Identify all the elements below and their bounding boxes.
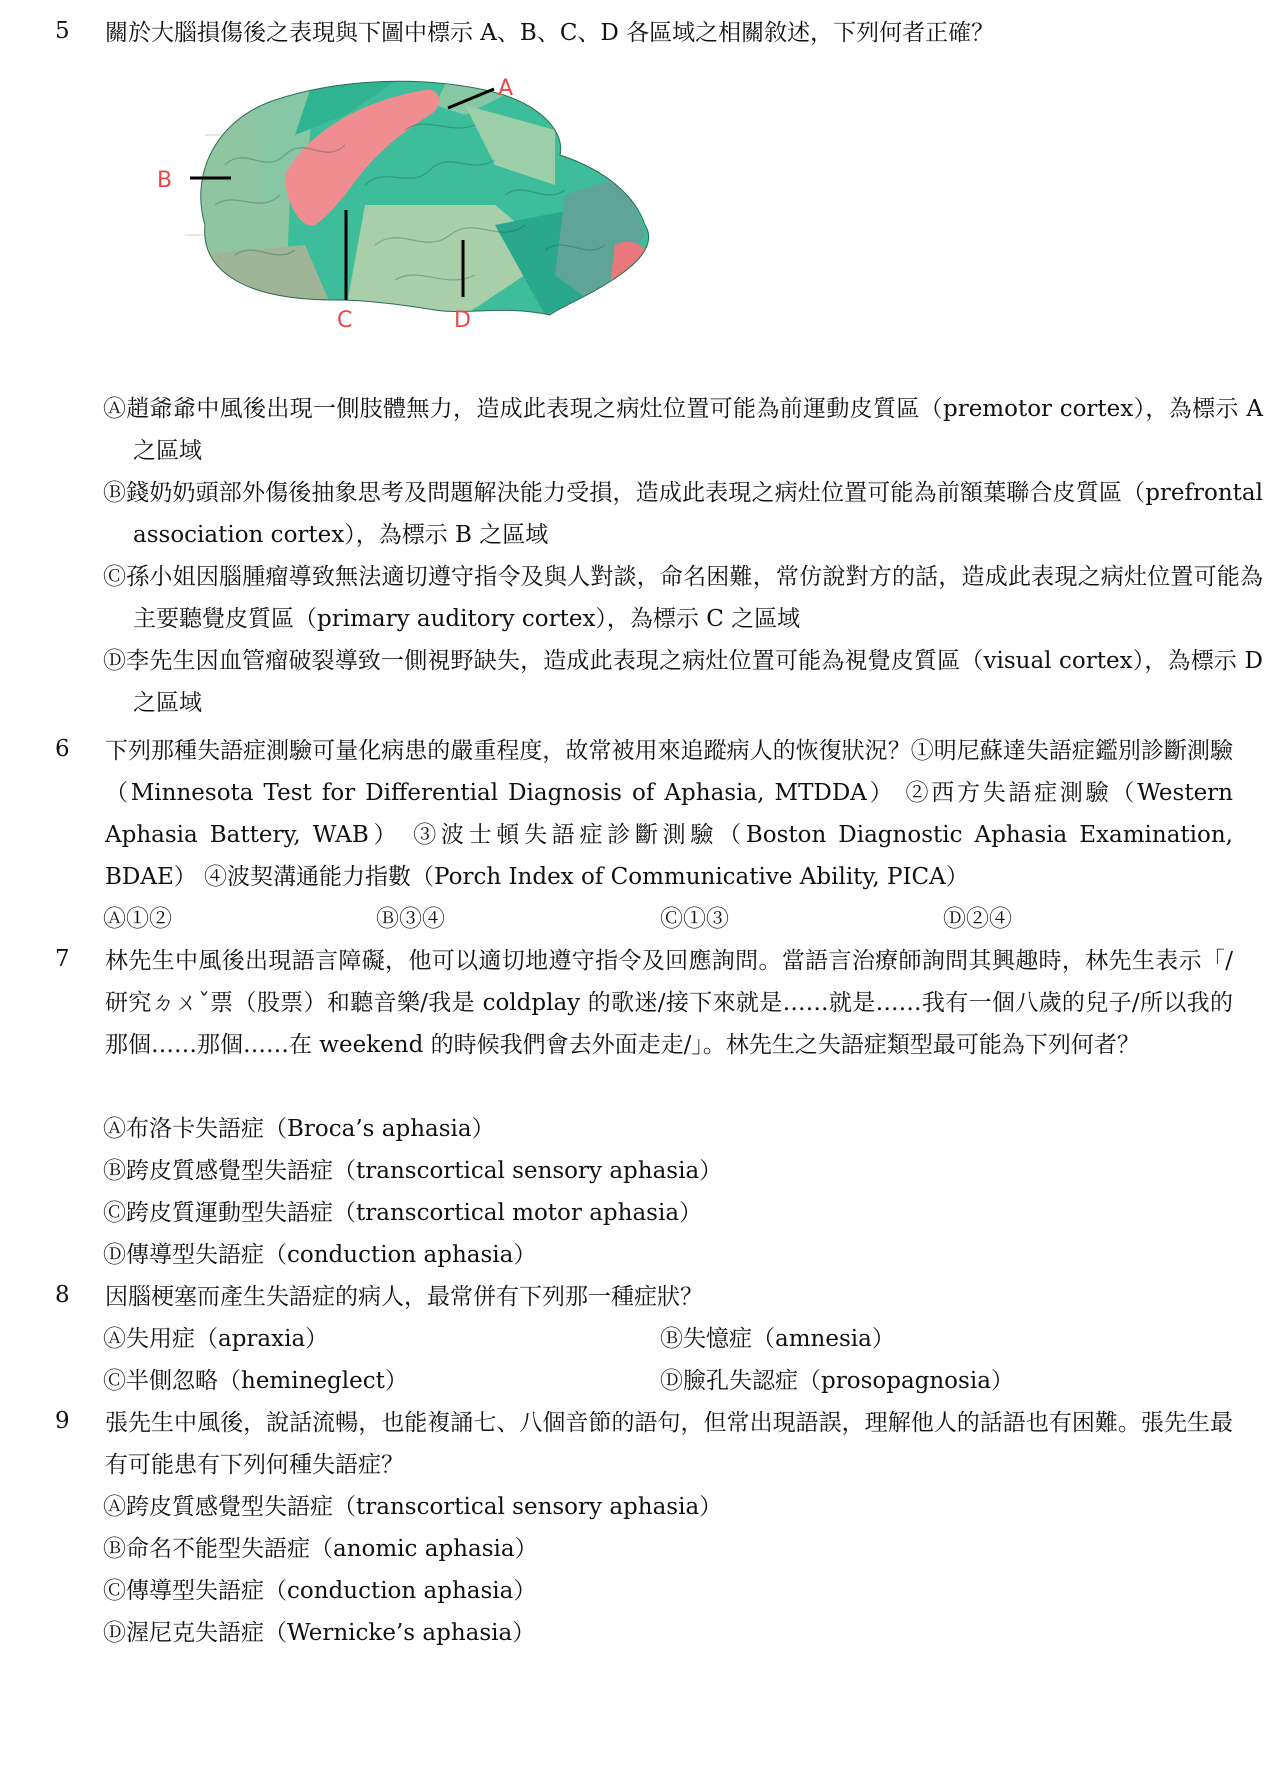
brain-figure <box>157 75 655 385</box>
q9-option-b: Ⓑ命名不能型失語症（anomic aphasia） <box>103 1536 538 1562</box>
q6-option-a: Ⓐ①② <box>103 906 172 932</box>
q7-option-c: Ⓒ跨皮質運動型失語症（transcortical motor aphasia） <box>103 1200 703 1226</box>
q6-option-d: Ⓓ②④ <box>943 906 1012 932</box>
q5-option-c: Ⓒ孫小姐因腦腫瘤導致無法適切遵守指令及與人對談，命名困難，常仿說對方的話，造成此表現之病灶位置可能為主要聽覺皮質區（primary auditory cortex），為標示 C 之區域 <box>103 564 1263 632</box>
figure-label-b: B <box>157 168 173 193</box>
brain-regions <box>165 75 655 385</box>
question-number: 8 <box>55 1282 70 1308</box>
question-number: 6 <box>55 736 70 762</box>
question-text: 因腦梗塞而產生失語症的病人，最常併有下列那一種症狀？ <box>105 1284 703 1310</box>
q8-option-c: Ⓒ半側忽略（hemineglect） <box>103 1368 408 1394</box>
q6-option-c: Ⓒ①③ <box>660 906 729 932</box>
question-text: 張先生中風後，說話流暢，也能複誦七、八個音節的語句，但常出現語誤，理解他人的話語也有困難。張先生最有可能患有下列何種失語症？ <box>105 1410 1233 1478</box>
q9-option-a: Ⓐ跨皮質感覺型失語症（transcortical sensory aphasia） <box>103 1494 723 1520</box>
question-number: 9 <box>55 1408 70 1434</box>
q5-option-a: Ⓐ趙爺爺中風後出現一側肢體無力，造成此表現之病灶位置可能為前運動皮質區（premotor cortex），為標示 A 之區域 <box>103 396 1263 464</box>
figure-label-a: A <box>498 76 514 101</box>
q8-option-a: Ⓐ失用症（apraxia） <box>103 1326 329 1352</box>
figure-label-d: D <box>454 308 471 333</box>
q7-option-d: Ⓓ傳導型失語症（conduction aphasia） <box>103 1242 537 1268</box>
q7-option-b: Ⓑ跨皮質感覺型失語症（transcortical sensory aphasia） <box>103 1158 723 1184</box>
q8-option-b: Ⓑ失憶症（amnesia） <box>660 1326 895 1352</box>
q5-option-b: Ⓑ錢奶奶頭部外傷後抽象思考及問題解決能力受損，造成此表現之病灶位置可能為前額葉聯合皮質區（prefrontal association cortex），為標示 B 之區域 <box>103 480 1263 548</box>
question-number: 7 <box>55 946 70 972</box>
question-number: 5 <box>55 18 70 44</box>
q7-option-a: Ⓐ布洛卡失語症（Broca’s aphasia） <box>103 1116 495 1142</box>
figure-label-c: C <box>337 308 353 333</box>
q5-option-d: Ⓓ李先生因血管瘤破裂導致一側視野缺失，造成此表現之病灶位置可能為視覺皮質區（visual cortex），為標示 D 之區域 <box>103 648 1263 716</box>
question-text: 林先生中風後出現語言障礙，他可以適切地遵守指令及回應詢問。當語言治療師詢問其興趣時，林先生表示「/研究ㄉㄨˇ票（股票）和聽音樂/我是 coldplay 的歌迷/接下來就是……就是……我有一個八歲的兒子/所以我的那個……那個……在 weekend 的時候我們會去外面走走/」。林先生之失語症類型最可能為下列何者？ <box>105 948 1233 1058</box>
q9-option-d: Ⓓ渥尼克失語症（Wernicke’s aphasia） <box>103 1620 536 1646</box>
question-text: 下列那種失語症測驗可量化病患的嚴重程度，故常被用來追蹤病人的恢復狀況？①明尼蘇達失語症鑑別診斷測驗（Minnesota Test for Differential Diagnosis of Aphasia, MTDDA） ②西方失語症測驗（Western Aphasia Battery, WAB） ③波士頓失語症診斷測驗（Boston Diagnostic Aphasia Examination, BDAE） ④波契溝通能力指數（Porch Index of Communicative Ability, PICA） <box>105 738 1233 890</box>
question-text: 關於大腦損傷後之表現與下圖中標示 A、B、C、D 各區域之相關敘述，下列何者正確？ <box>105 20 995 46</box>
q6-option-b: Ⓑ③④ <box>376 906 445 932</box>
q9-option-c: Ⓒ傳導型失語症（conduction aphasia） <box>103 1578 537 1604</box>
q8-option-d: Ⓓ臉孔失認症（prosopagnosia） <box>660 1368 1014 1394</box>
